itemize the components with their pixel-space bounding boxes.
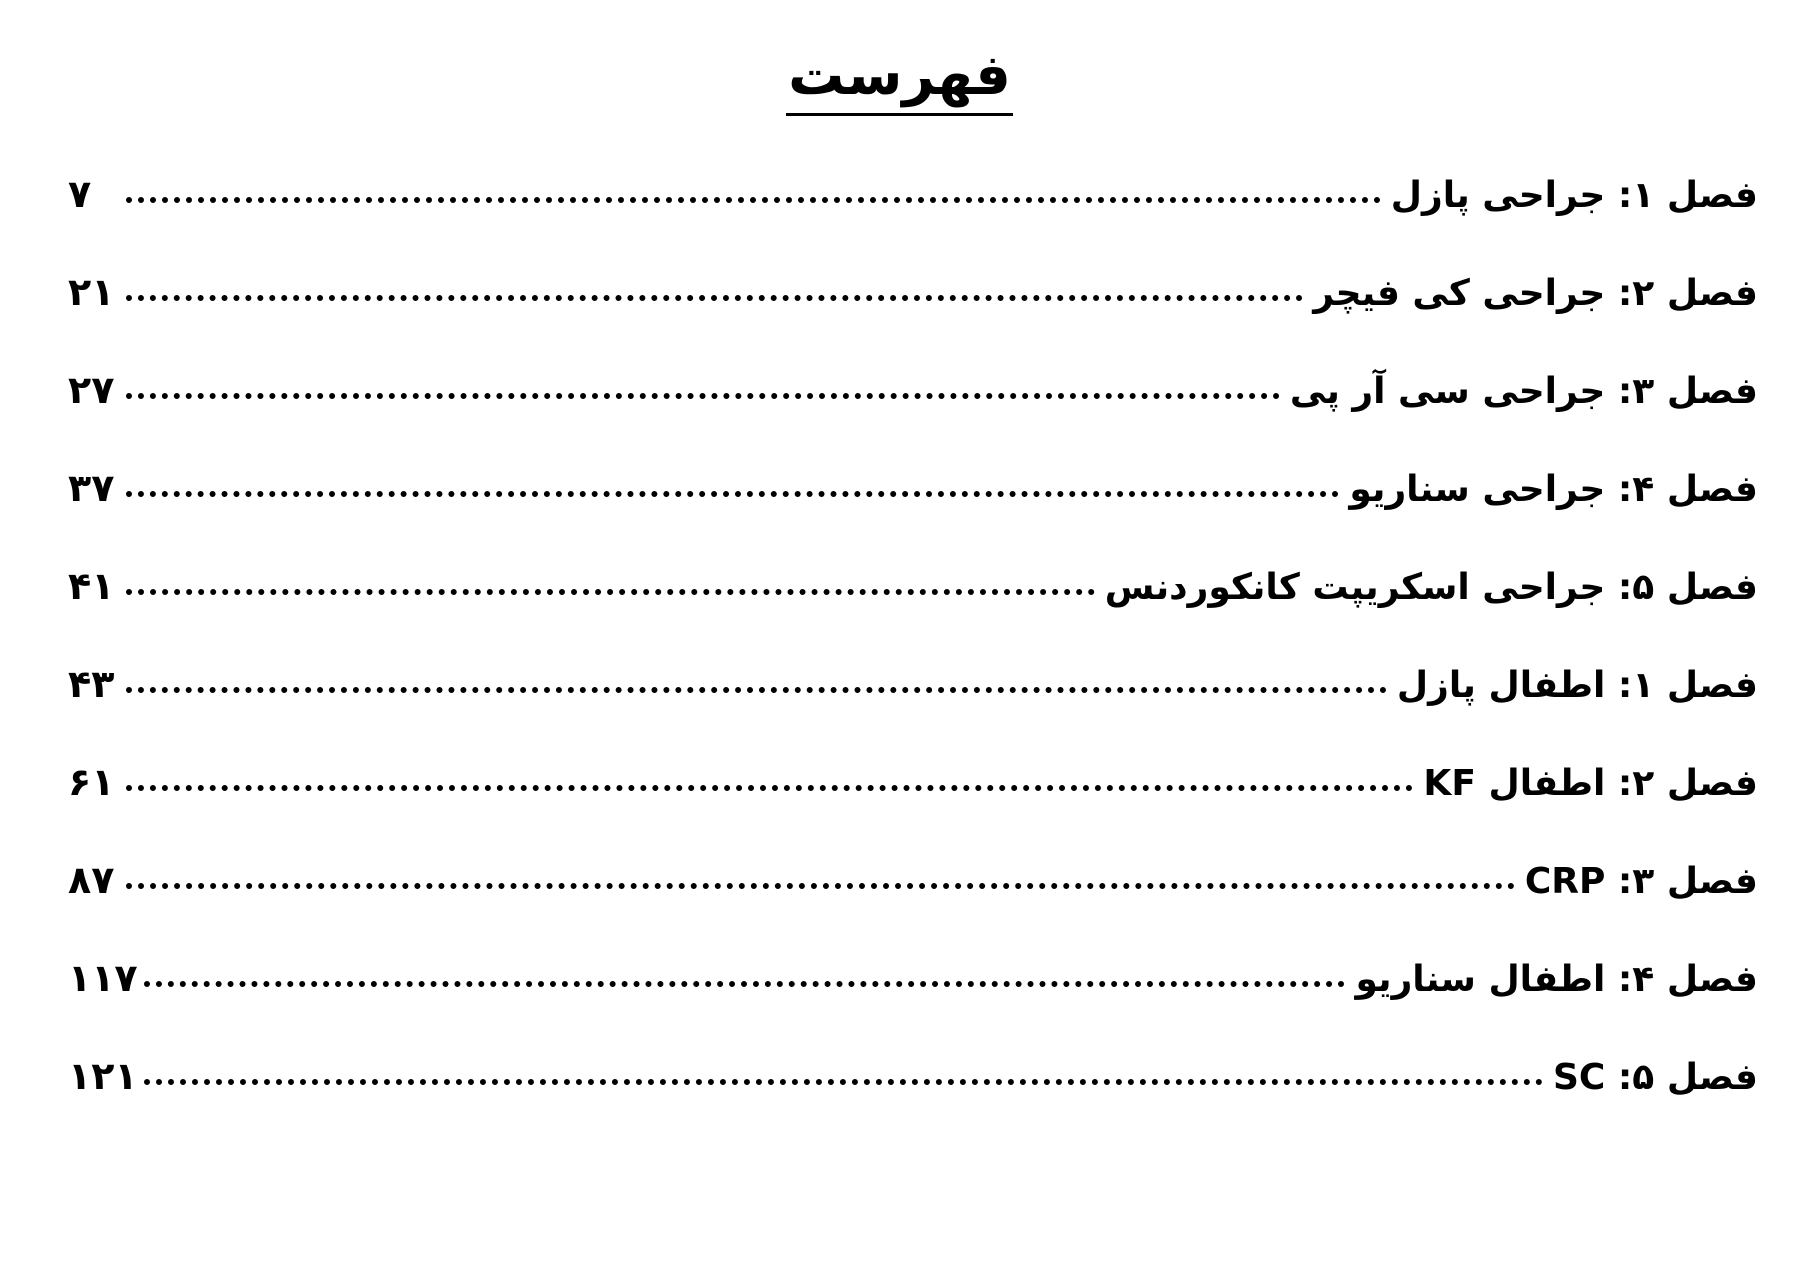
toc-row[interactable] (68, 368, 1758, 469)
toc-entry-label: فصل ۱: جراحی پازل (1390, 175, 1758, 216)
toc-row[interactable] (68, 466, 1758, 567)
table-of-contents (68, 172, 1758, 1155)
toc-page-number: ۷ (68, 172, 92, 216)
toc-page-number: ۲۱ (68, 270, 115, 314)
toc-entry-label: فصل ۲: اطفال KF (1423, 763, 1758, 804)
toc-row[interactable] (68, 270, 1758, 371)
toc-page-number: ۱۲۱ (68, 1054, 138, 1098)
dot-leader (126, 491, 1339, 497)
title-container (0, 42, 1799, 116)
toc-page-number: ۳۷ (68, 466, 115, 510)
dot-leader (126, 883, 1515, 889)
toc-row[interactable] (68, 662, 1758, 763)
toc-page-number: ۴۳ (68, 662, 115, 706)
toc-entry-label: فصل ۴: جراحی سناریو (1349, 469, 1758, 510)
toc-row[interactable] (68, 564, 1758, 665)
toc-entry-label: فصل ۳: CRP (1524, 861, 1758, 902)
toc-page-number: ۸۷ (68, 858, 115, 902)
toc-page-number: ۲۷ (68, 368, 115, 412)
toc-entry-label: فصل ۵: جراحی اسکریپت کانکوردنس (1104, 567, 1758, 608)
toc-entry-label: فصل ۵: SC (1553, 1057, 1758, 1098)
toc-entry-label: فصل ۳: جراحی سی آر پی (1289, 371, 1758, 412)
dot-leader (144, 981, 1346, 987)
page-title: فهرست (786, 42, 1013, 116)
toc-row[interactable] (68, 1054, 1758, 1155)
toc-entry-label: فصل ۴: اطفال سناریو (1355, 959, 1758, 1000)
toc-row[interactable] (68, 858, 1758, 959)
toc-entry-label: فصل ۲: جراحی کی فیچر (1313, 273, 1758, 314)
dot-leader (126, 785, 1413, 791)
toc-row[interactable] (68, 956, 1758, 1057)
dot-leader (126, 589, 1095, 595)
dot-leader (126, 295, 1303, 301)
dot-leader (126, 687, 1387, 693)
toc-page-number: ۴۱ (68, 564, 115, 608)
toc-page-number: ۶۱ (68, 760, 115, 804)
dot-leader (126, 393, 1280, 399)
dot-leader (144, 1079, 1543, 1085)
toc-entry-label: فصل ۱: اطفال پازل (1396, 665, 1758, 706)
toc-row[interactable] (68, 760, 1758, 861)
toc-page-number: ۱۱۷ (68, 956, 138, 1000)
dot-leader (126, 197, 1381, 203)
toc-row[interactable] (68, 172, 1758, 273)
